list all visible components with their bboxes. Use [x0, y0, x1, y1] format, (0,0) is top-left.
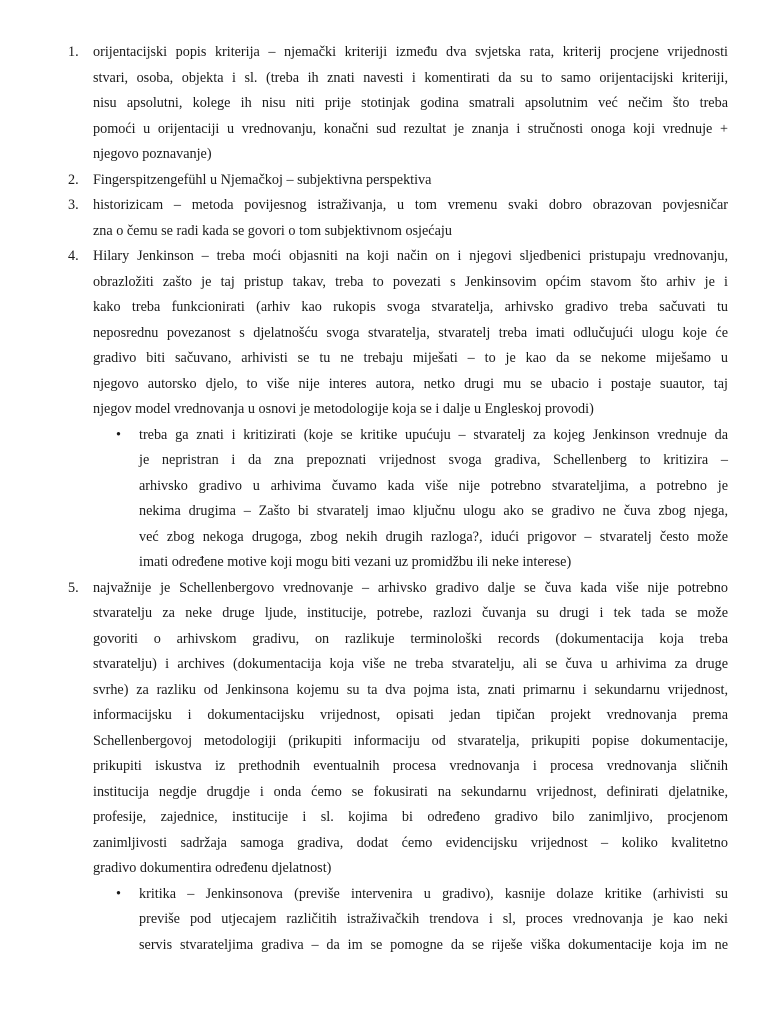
text-line: informacijsku i dokumentacijsku vrijednost, opisati jedan tipičan projekt vrednovanja prema	[93, 707, 728, 723]
text-line: kritika – Jenkinsonova (previše intervenira u gradivo), kasnije dolaze kritike (arhivisti su	[139, 885, 728, 902]
text-line: njegov model vrednovanja u osnovi je metodologije koja se i dalje u Engleskoj provodi)	[93, 401, 594, 417]
text-line: servis stvarateljima gradiva – da im se pomogne da se riješe viška dokumentacije koja im ne	[139, 936, 728, 953]
text-line: Hilary Jenkinson – treba moći objasniti na koji način on i njegovi sljedbenici pristupaju vrednovanju,	[93, 248, 728, 264]
text-line: je nepristran i da zna prepoznati vrijednost svoga gradiva, Schellenberg to kritizira –	[139, 452, 728, 468]
text-line: gradivo dokumentira određenu djelatnost)	[93, 860, 332, 876]
list-item	[0, 576, 768, 882]
list-item	[0, 168, 768, 194]
list-item	[0, 40, 768, 168]
text-line: kako treba funkcionirati (arhiv kao rukopis svoga stvaratelja, arhivsko gradivo treba sačuvati tu	[93, 299, 728, 315]
text-line: imati određene motive koji mogu biti vezani uz promidžbu ili neke interese)	[139, 554, 572, 570]
text-line: Schellenbergovoj metodologiji (prikupiti informaciju od stvaratelja, prikupiti popise dokumentacije,	[93, 732, 728, 749]
list-item-number: 1.	[68, 44, 79, 60]
text-line: govoriti o arhivskom gradivu, on razlikuje terminološki records (dokumentacija koja treba	[93, 630, 728, 647]
text-line: neposrednu povezanost s djelatnošću svoga stvaratelja, stvaratelj treba imati odlučujući ulogu koje će	[93, 324, 728, 341]
text-line: prikupiti iskustva iz prethodnih eventualnih procesa vrednovanja i procesa vrednovanja sličnih	[93, 758, 728, 774]
text-line: stvari, osoba, objekta i sl. (treba ih znati navesti i komentirati da su to samo orijentacijski kriteriji,	[93, 69, 728, 86]
bullet-item	[0, 882, 768, 959]
text-line: institucija negdje drugdje i onda ćemo se fokusirati na sekundarnu vrijednost, definirati djelatnike,	[93, 783, 728, 800]
list-item-number: 4.	[68, 248, 79, 264]
text-line: previše pod utjecajem različitih istraživačkih trendova i sl, proces vrednovanja je kao neki	[139, 911, 728, 927]
text-line: orijentacijski popis kriterija – njemački kriteriji između dva svjetska rata, kriterij procjene vrijednosti	[93, 44, 728, 60]
text-line: arhivsko gradivo u arhivima čuvamo kada više nije potrebno stvarateljima, a potrebno je	[139, 477, 728, 494]
text-line: historizicam – metoda povijesnog istraživanja, u tom vremenu svaki dobro obrazovan povjesničar	[93, 197, 728, 213]
list-item-number: 5.	[68, 579, 79, 596]
document-page	[0, 40, 768, 958]
text-line: svrhe) za razliku od Jenkinsona kojemu su ta dva pojma ista, znati primarnu i sekundarnu vrijednost,	[93, 681, 728, 698]
text-line: gradivo biti sačuvano, arhivisti se tu ne trebaju miješati – to je kao da se nekome miješamo u	[93, 350, 728, 366]
text-line: njegovo poznavanje)	[93, 146, 212, 162]
bullet-item	[0, 423, 768, 576]
text-line: profesije, zajednice, institucije i sl. kojima bi određeno gradivo bilo zanimljivo, procjenom	[93, 809, 728, 825]
text-line: njegovo autorsko djelo, to više nije interes autora, netko drugi mu se ubacio i postaje suautor, taj	[93, 375, 728, 392]
text-line: zanimljivosti sadržaja samoga gradiva, dodat ćemo evidencijsku vrijednost – koliko kvalitetno	[93, 834, 728, 851]
text-line: treba ga znati i kritizirati (koje se kritike upućuju – stvaratelj za kojeg Jenkinson vrednuje da	[139, 426, 728, 443]
text-line: obrazložiti zašto je taj pristup takav, treba to povezati s Jenkinsovim općim stavom što arhiv je i	[93, 273, 728, 290]
text-line: Fingerspitzengefühl u Njemačkoj – subjektivna perspektiva	[93, 171, 432, 188]
text-line: nisu apsolutni, kolege ih nisu niti prije stotinjak godina smatrali apsolutnim već nečim što treba	[93, 95, 728, 111]
bullet-icon: •	[116, 885, 121, 902]
list-item	[0, 244, 768, 423]
bullet-icon: •	[116, 426, 121, 443]
text-line: nekima drugima – Zašto bi stvaratelj imao ključnu ulogu ako se gradivo ne čuva zbog njega,	[139, 503, 728, 519]
list-item-number: 2.	[68, 171, 79, 188]
text-line: najvažnije je Schellenbergovo vrednovanje – arhivsko gradivo dalje se čuva kada više nije potrebno	[93, 579, 728, 596]
text-line: stvaratelju) i archives (dokumentacija koja više ne treba stvaratelju, ali se čuva u arhivima za druge	[93, 656, 728, 672]
text-line: već zbog nekoga drugoga, zbog nekih drugih razloga?, idući prigovor – stvaratelj često može	[139, 528, 728, 545]
text-line: stvaratelju za neke druge ljude, institucije, potrebe, razlozi čuvanja su drugi i tek tada se može	[93, 605, 728, 621]
list-item-number: 3.	[68, 197, 79, 213]
text-line: pomoći u orijentaciji u vrednovanju, konačni sud rezultat je znanja i stručnosti onoga koji vrednuje +	[93, 120, 728, 137]
text-line: zna o čemu se radi kada se govori o tom subjektivnom osjećaju	[93, 222, 452, 239]
list-item	[0, 193, 768, 244]
